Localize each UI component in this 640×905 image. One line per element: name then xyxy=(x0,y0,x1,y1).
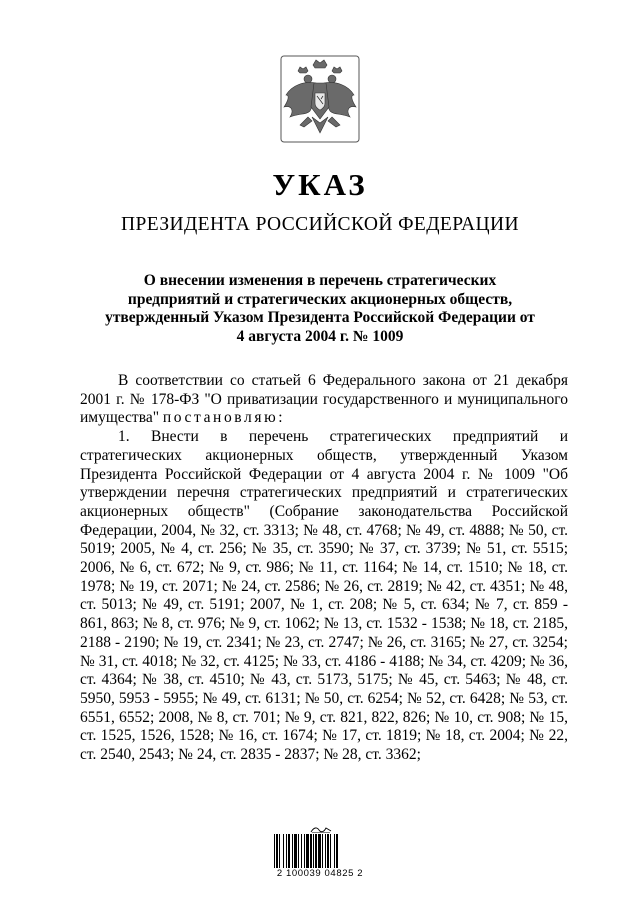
barcode-bars xyxy=(274,834,366,868)
barcode-number: 2 100039 04825 2 xyxy=(276,868,364,879)
decree-body xyxy=(80,372,568,765)
decree-title: О внесении изменения в перечень стратегических предприятий и стратегических акционерных обществ, утвержденный Указом Президента Российской Федерации от 4 августа 2004 г. № 1009 xyxy=(105,272,535,345)
barcode xyxy=(262,826,378,880)
issuer-heading: ПРЕЗИДЕНТА РОССИЙСКОЙ ФЕДЕРАЦИИ xyxy=(121,214,519,235)
item-1-paragraph: 1. Внести в перечень стратегических предприятий и стратегических акционерных обществ, утвержденный Указом Президента Российской Федерации от 4 августа 2004 г. № 1009 "Об утверждении перечня стратегических предприятий и стратегических акционерных обществ" (Собрание законодательства Российской Федерации, 2004, № 32, ст. 3313; № 48, ст. 4768; № 49, ст. 4888; № 50, ст. 5019; 2005, № 4, ст. 256; № 35, ст. 3590; № 37, ст. 3739; № 51, ст. 5515; 2006, № 6, ст. 672; № 9, ст. 986; № 11, ст. 1164; № 14, ст. 1510; № 18, ст. 1978; № 19, ст. 2071; № 24, ст. 2586; № 26, ст. 2819; № 42, ст. 4351; № 48, ст. 5013; № 49, ст. 5191; 2007, № 1, ст. 208; № 5, ст. 634; № 7, ст. 859 - 861, 863; № 8, ст. 976; № 9, ст. 1062; № 13, ст. 1532 - 1538; № 18, ст. 2185, 2188 - 2190; № 19, ст. 2341; № 23, ст. 2747; № 26, ст. 3165; № 27, ст. 3254; № 31, ст. 4018; № 32, ст. 4125; № 33, ст. 4186 - 4188; № 34, ст. 4209; № 36, ст. 4364; № 38, ст. 4510; № 43, ст. 5173, 5175; № 45, ст. 5463; № 48, ст. 5950, 5953 - 5955; № 49, ст. 6131; № 50, ст. 6254; № 52, ст. 6428; № 53, ст. 6551, 6552; 2008, № 8, ст. 701; № 9, ст. 821, 822, 826; № 10, ст. 908; № 15, ст. 1525, 1526, 1528; № 16, ст. 1674; № 17, ст. 1819; № 18, ст. 2004; № 22, ст. 2540, 2543; № 24, ст. 2835 - 2837; № 28, ст. 3362; xyxy=(80,428,568,764)
decree-word: постановляю: xyxy=(162,409,286,427)
document-type-heading: УКАЗ xyxy=(272,167,368,202)
intro-text: В соответствии со статьей 6 Федерального закона от 21 декабря 2001 г. № 178-ФЗ "О приватизации государственного и муниципального имущества" xyxy=(80,372,568,427)
barcode-mark-icon xyxy=(310,826,332,833)
coat-of-arms-emblem xyxy=(280,55,360,143)
intro-paragraph xyxy=(80,372,568,428)
